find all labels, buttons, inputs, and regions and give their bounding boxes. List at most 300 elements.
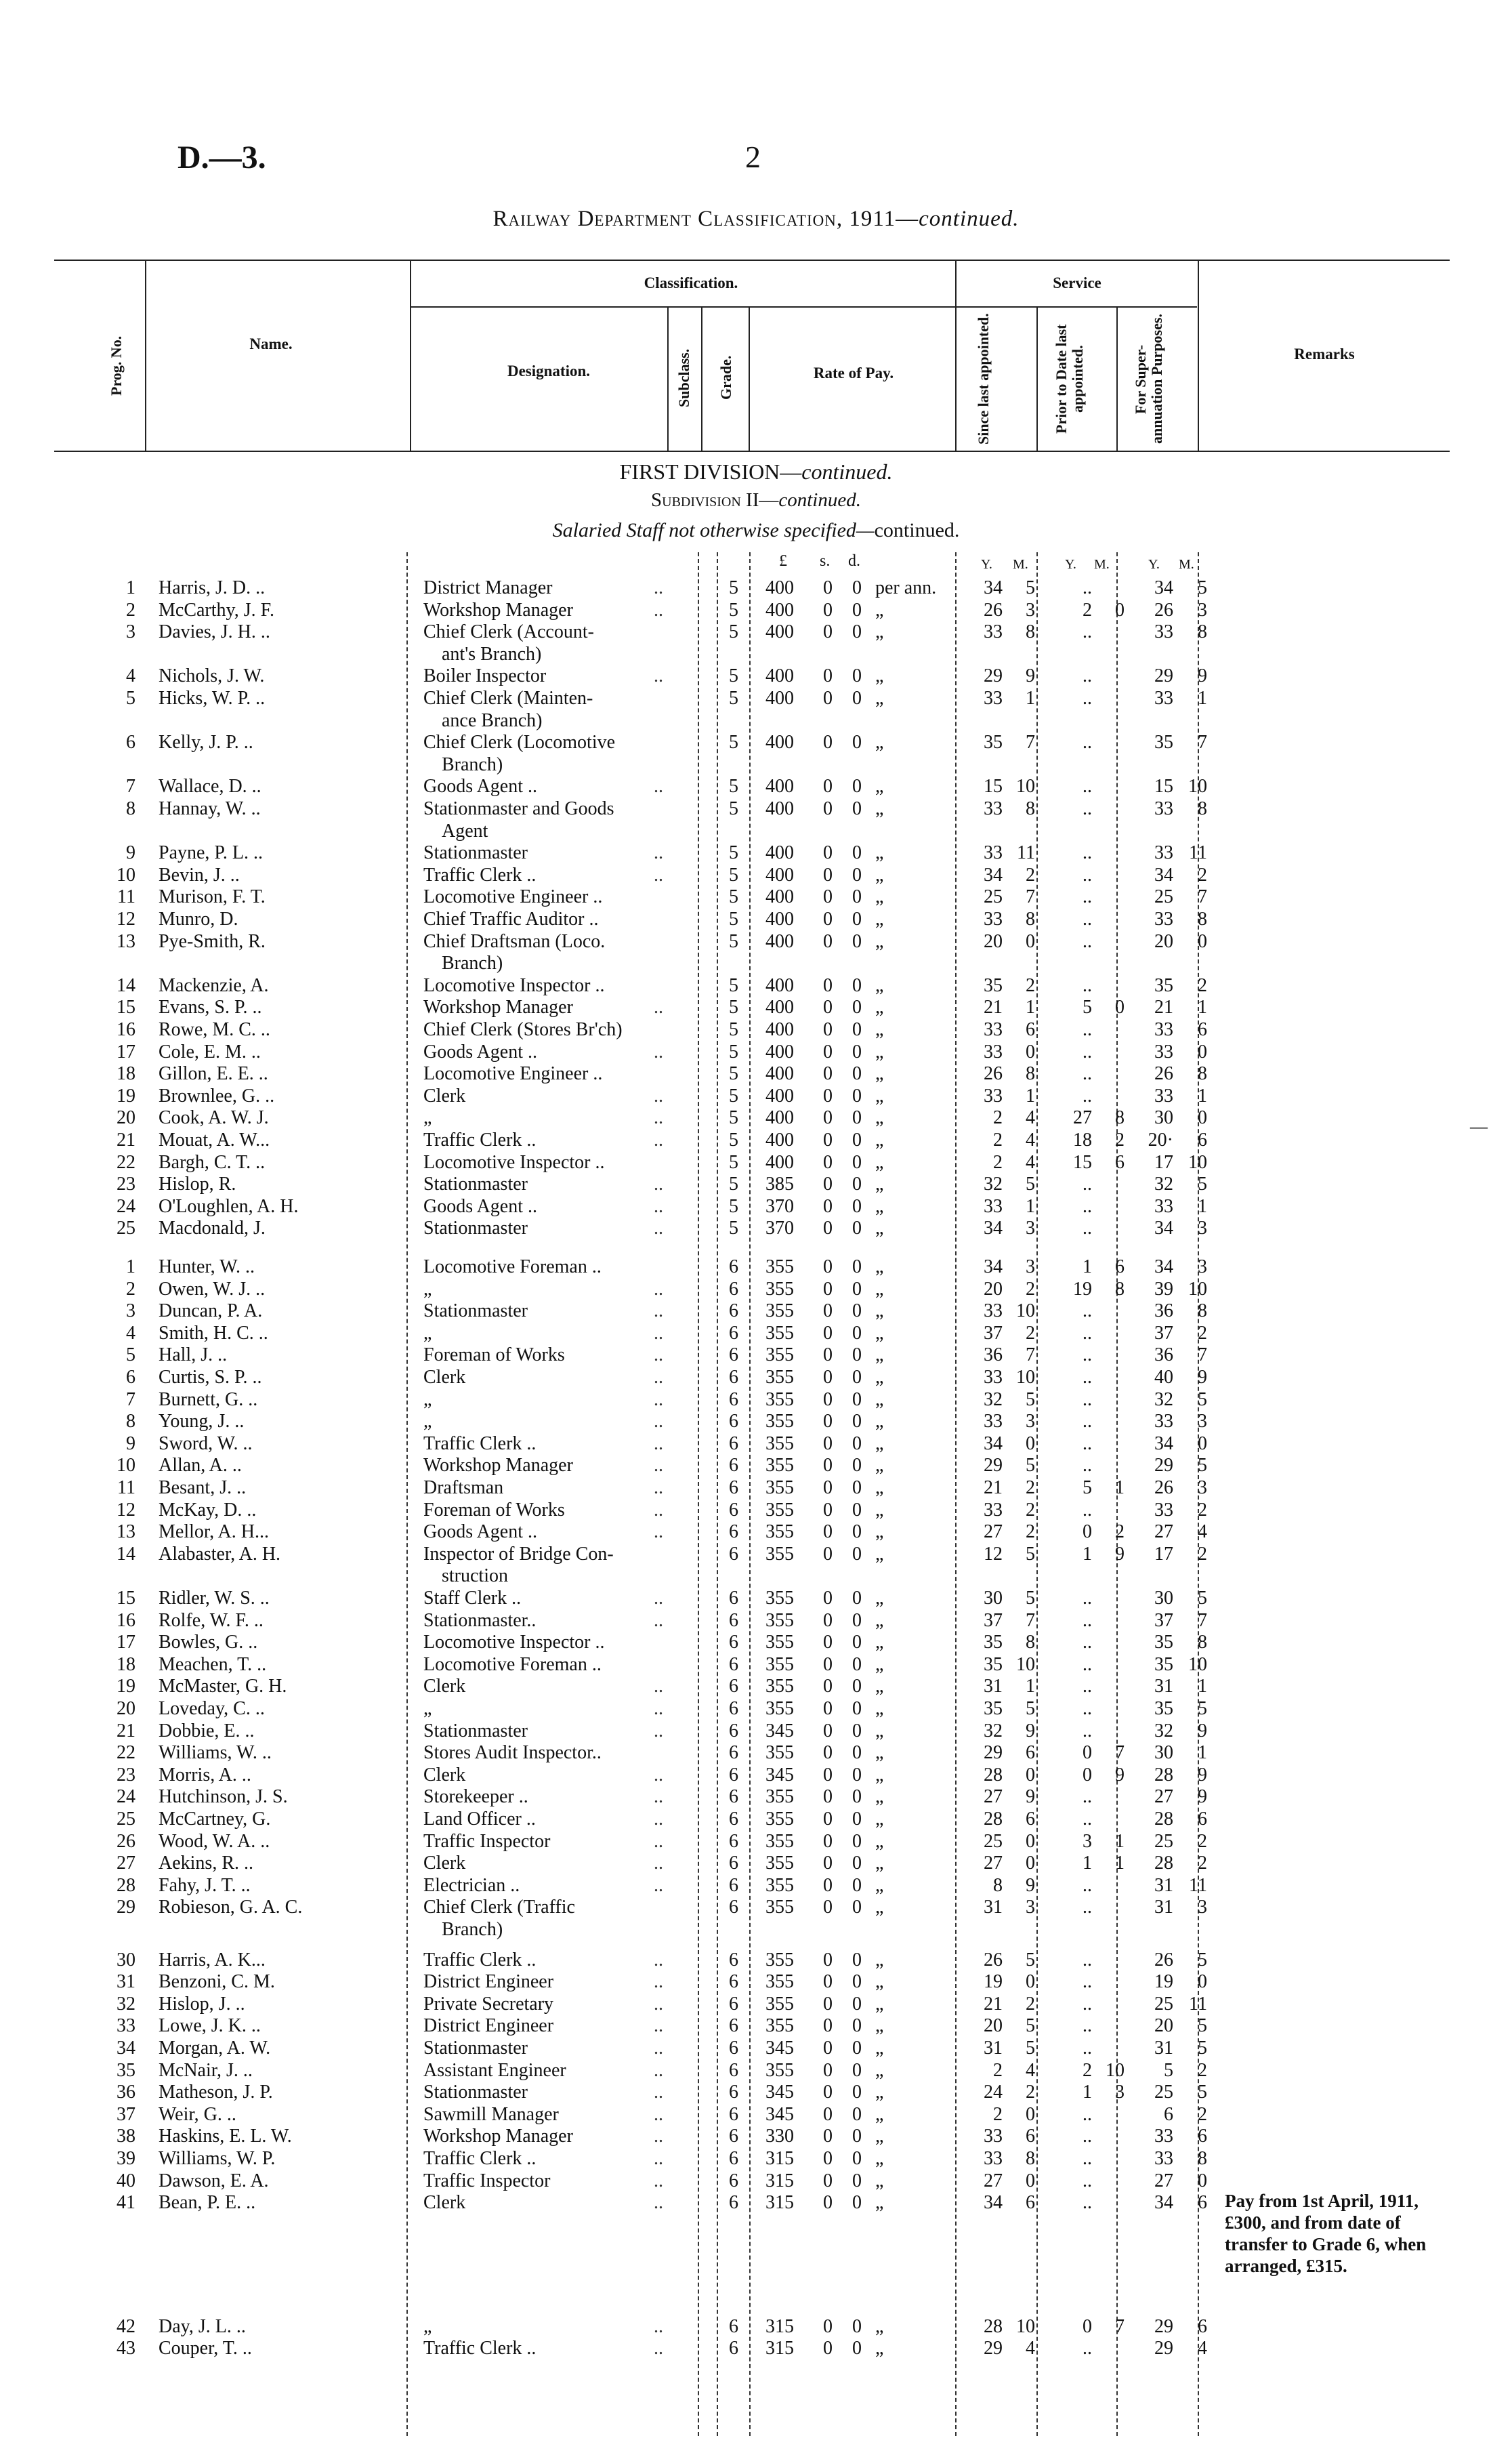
pay-pence: 0 [852,1041,862,1062]
since-months: 5 [1026,577,1035,598]
pay-shillings: 0 [823,1063,833,1085]
pay-pence: 0 [852,2192,862,2214]
unit-year-3: Y. [1148,557,1160,572]
grade: 6 [729,1830,738,1852]
pay-pence: 0 [852,886,862,908]
pay-pence: 0 [852,1676,862,1697]
super-months: 6 [1198,1019,1207,1040]
prior-months: 9 [1115,1764,1125,1785]
pay-pence: 0 [852,1455,862,1477]
since-years: 28 [984,1809,1003,1830]
grade: 6 [729,2082,738,2103]
since-years: 20 [984,1278,1003,1300]
since-years: 31 [984,1676,1003,1697]
leader-dots: .. [654,1809,663,1830]
since-years: 2 [993,2059,1003,2081]
super-years: 33 [1154,1499,1173,1521]
designation: Draftsman [423,1477,504,1498]
prior-years: .. [1083,1499,1092,1521]
pay-period: „ [875,974,884,996]
super-months: 7 [1198,732,1207,753]
since-months: 6 [1026,2126,1035,2147]
table-row [0,1279,1512,1300]
since-years: 27 [984,1853,1003,1874]
staff-name: Alabaster, A. H. [159,1543,281,1565]
pay-pence: 0 [852,2015,862,2037]
super-years: 35 [1154,1653,1173,1675]
pay-pounds: 355 [765,1830,794,1852]
pay-pence: 0 [852,1971,862,1993]
table-row-continuation [0,754,1512,776]
grade: 6 [729,1786,738,1808]
pay-pounds: 355 [765,1411,794,1432]
table-row [0,1632,1512,1653]
table-row [0,1897,1512,1918]
since-years: 33 [984,1367,1003,1388]
table-row [0,1218,1512,1239]
prog-no: 3 [126,621,135,643]
super-months: 8 [1198,1300,1207,1322]
prior-years: .. [1083,798,1092,819]
leader-dots: .. [654,1993,663,2015]
staff-name: O'Loughlen, A. H. [159,1195,299,1217]
col-divider [410,260,411,451]
staff-name: Matheson, J. P. [159,2082,273,2103]
super-years: 31 [1154,1897,1173,1918]
pay-pounds: 355 [765,1521,794,1543]
pay-period: „ [875,1720,884,1741]
staff-name: Couper, T. .. [159,2338,252,2359]
pay-shillings: 0 [823,2015,833,2037]
super-years: 27 [1154,2170,1173,2191]
table-row [0,909,1512,930]
since-months: 0 [1026,930,1035,952]
designation: Locomotive Engineer .. [423,1063,603,1085]
pay-pence: 0 [852,1411,862,1432]
division-title: FIRST DIVISION—continued. [619,459,893,484]
pay-pence: 0 [852,1218,862,1239]
pay-period: „ [875,1019,884,1040]
prog-no: 27 [117,1853,135,1874]
since-years: 31 [984,2038,1003,2059]
pay-pounds: 355 [765,1588,794,1609]
super-months: 10 [1188,1151,1207,1173]
table-row [0,1344,1512,1366]
super-years: 29 [1154,2338,1173,2359]
pay-period: „ [875,1499,884,1521]
col-divider [749,306,750,451]
since-years: 29 [984,1455,1003,1477]
super-months: 1 [1198,1085,1207,1107]
table-row [0,2338,1512,2359]
page-title: Railway Department Classification, 1911—continued. [492,207,1020,231]
staff-name: Ridler, W. S. .. [159,1588,270,1609]
designation: Stores Audit Inspector.. [423,1742,602,1764]
pay-pounds: 355 [765,1455,794,1477]
pay-period: „ [875,1130,884,1151]
col-divider [1198,260,1199,451]
staff-name: Meachen, T. .. [159,1653,267,1675]
grade: 6 [729,1632,738,1653]
pay-shillings: 0 [823,2038,833,2059]
name-header: Name. [249,335,293,352]
designation: Stationmaster [423,842,528,864]
pay-pounds: 330 [765,2126,794,2147]
prior-months: 7 [1115,1742,1125,1764]
super-months: 1 [1198,688,1207,709]
leader-dots: .. [654,1455,663,1477]
super-months: 5 [1198,2038,1207,2059]
leader-dots: .. [654,577,663,598]
prior-years: 1 [1083,1543,1092,1565]
staff-name: Cook, A. W. J. [159,1107,269,1129]
pay-pounds: 400 [765,1107,794,1129]
super-years: 33 [1154,1041,1173,1062]
prior-years: .. [1083,1971,1092,1993]
prior-years: .. [1083,1809,1092,1830]
table-top-rule [54,260,1450,261]
since-years: 20 [984,2015,1003,2037]
staff-name: Day, J. L. .. [159,2315,246,2337]
pay-pence: 0 [852,2338,862,2359]
pay-shillings: 0 [823,2059,833,2081]
pay-period: „ [875,2103,884,2125]
since-years: 2 [993,1107,1003,1129]
table-row [0,2148,1512,2170]
designation: Sawmill Manager [423,2103,559,2125]
staff-name: Harris, J. D. .. [159,577,266,598]
unit-shilling: s. [820,552,831,570]
document-code: D.—3. [177,140,266,176]
super-years: 32 [1154,1388,1173,1410]
since-years: 19 [984,1971,1003,1993]
prior-years: 5 [1083,997,1092,1018]
prog-no: 9 [126,842,135,864]
leader-dots: .. [654,997,663,1018]
super-years: 28 [1154,1809,1173,1830]
staff-name: Bean, P. E. .. [159,2192,256,2214]
staff-name: Hall, J. .. [159,1344,228,1366]
staff-name: Hannay, W. .. [159,798,261,819]
super-years: 33 [1154,1019,1173,1040]
table-row [0,997,1512,1018]
super-years: 31 [1154,1676,1173,1697]
staff-name: McCarthy, J. F. [159,599,274,621]
staff-name: Benzoni, C. M. [159,1971,275,1993]
table-row [0,931,1512,953]
since-years: 2 [993,1130,1003,1151]
designation-continued: Branch) [442,753,503,775]
designation: Workshop Manager [423,997,573,1018]
prog-no: 14 [117,974,135,996]
pay-period: „ [875,886,884,908]
pay-shillings: 0 [823,1085,833,1107]
super-years: 34 [1154,1432,1173,1454]
leader-dots: .. [654,1477,663,1498]
pay-pounds: 400 [765,1041,794,1062]
designation: Clerk [423,1853,466,1874]
since-years: 21 [984,997,1003,1018]
designation: Chief Clerk (Account- [423,621,594,643]
prior-months: 6 [1115,1151,1125,1173]
prior-years: .. [1083,1388,1092,1410]
grade: 6 [729,1897,738,1918]
since-years: 32 [984,1720,1003,1741]
pay-pounds: 355 [765,2059,794,2081]
col-divider [1036,306,1038,451]
table-row [0,798,1512,820]
pay-period: „ [875,1367,884,1388]
pay-pence: 0 [852,1367,862,1388]
super-years: 36 [1154,1300,1173,1322]
pay-pounds: 355 [765,1300,794,1322]
super-years: 31 [1154,2038,1173,2059]
staff-name: McCartney, G. [159,1809,271,1830]
staff-name: Fahy, J. T. .. [159,1874,251,1896]
since-months: 2 [1026,1322,1035,1344]
table-row [0,1610,1512,1632]
staff-name: Bevin, J. .. [159,864,240,886]
leader-dots: .. [654,1174,663,1195]
super-years: 33 [1154,1411,1173,1432]
pay-pence: 0 [852,1720,862,1741]
pay-pounds: 355 [765,1388,794,1410]
staff-name: Wood, W. A. .. [159,1830,270,1852]
since-years: 2 [993,1151,1003,1173]
col-divider [1116,306,1118,451]
grade: 6 [729,2192,738,2214]
pay-pounds: 355 [765,1322,794,1344]
pay-pounds: 400 [765,688,794,709]
designation: Locomotive Foreman .. [423,1256,602,1277]
staff-name: Besant, J. .. [159,1477,247,1498]
since-months: 2 [1026,1521,1035,1543]
staff-name: Evans, S. P. .. [159,997,262,1018]
designation: Workshop Manager [423,1455,573,1477]
super-months: 10 [1188,1278,1207,1300]
pay-shillings: 0 [823,1971,833,1993]
unit-month-3: M. [1179,557,1194,572]
since-years: 34 [984,1256,1003,1277]
since-years: 29 [984,2338,1003,2359]
prior-months: 2 [1115,1521,1125,1543]
pay-shillings: 0 [823,1993,833,2015]
pay-pence: 0 [852,599,862,621]
prog-no: 20 [117,1107,135,1129]
grade: 5 [729,1151,738,1173]
table-row [0,1764,1512,1786]
pay-pounds: 400 [765,798,794,819]
pay-shillings: 0 [823,1218,833,1239]
prior-years: .. [1083,1218,1092,1239]
designation: Private Secretary [423,1993,554,2015]
pay-shillings: 0 [823,1742,833,1764]
designation: Chief Clerk (Stores Br'ch) [423,1019,623,1040]
unit-month-2: M. [1094,557,1110,572]
super-months: 8 [1198,1063,1207,1085]
super-months: 3 [1198,599,1207,621]
designation: Electrician .. [423,1874,520,1896]
super-months: 2 [1198,2103,1207,2125]
pay-pence: 0 [852,1477,862,1498]
since-years: 34 [984,864,1003,886]
leader-dots: .. [654,1853,663,1874]
pay-shillings: 0 [823,1764,833,1785]
table-row [0,1367,1512,1388]
staff-name: Curtis, S. P. .. [159,1367,262,1388]
pay-pounds: 355 [765,1344,794,1366]
pay-pence: 0 [852,2038,862,2059]
pay-shillings: 0 [823,1853,833,1874]
super-years: 40 [1154,1367,1173,1388]
pay-pounds: 315 [765,2338,794,2359]
designation: Traffic Inspector [423,2170,551,2191]
super-months: 0 [1198,930,1207,952]
pay-period: „ [875,1853,884,1874]
pay-period: „ [875,1256,884,1277]
prior-months: 1 [1115,1830,1125,1852]
pay-shillings: 0 [823,577,833,598]
grade: 5 [729,1063,738,1085]
designation: Chief Traffic Auditor .. [423,909,599,930]
super-months: 3 [1198,1218,1207,1239]
pay-pence: 0 [852,2315,862,2337]
prior-years: .. [1083,1609,1092,1631]
super-years: 35 [1154,1632,1173,1653]
pay-pounds: 355 [765,1971,794,1993]
since-months: 0 [1026,1830,1035,1852]
grade: 5 [729,864,738,886]
prog-no: 12 [117,1499,135,1521]
super-months: 3 [1198,1897,1207,1918]
since-months: 2 [1026,864,1035,886]
prior-years: .. [1083,665,1092,687]
remarks-header: Remarks [1294,346,1355,363]
grade: 5 [729,909,738,930]
prog-no: 4 [126,665,135,687]
prog-no: 15 [117,997,135,1018]
since-months: 2 [1026,1278,1035,1300]
unit-month-1: M. [1013,557,1028,572]
prior-years: .. [1083,1786,1092,1808]
super-months: 3 [1198,1256,1207,1277]
rate-of-pay-header: Rate of Pay. [813,365,894,381]
prior-years: 0 [1083,1764,1092,1785]
grade: 6 [729,1971,738,1993]
pay-shillings: 0 [823,1367,833,1388]
for-super-header: For Super-annuation Purposes. [1132,314,1165,445]
prog-no: 23 [117,1764,135,1785]
leader-dots: .. [654,2126,663,2147]
table-row [0,1698,1512,1720]
prog-no: 41 [117,2192,135,2214]
leader-dots: .. [654,1521,663,1543]
since-months: 4 [1026,1130,1035,1151]
pay-pounds: 400 [765,577,794,598]
since-months: 1 [1026,1676,1035,1697]
since-months: 10 [1016,1653,1035,1675]
grade: 6 [729,2315,738,2337]
prior-years: .. [1083,1411,1092,1432]
grade: 5 [729,621,738,643]
table-row [0,2060,1512,2082]
since-months: 3 [1026,1256,1035,1277]
staff-name: Rolfe, W. F. .. [159,1609,264,1631]
super-months: 2 [1198,1322,1207,1344]
since-months: 11 [1017,842,1035,864]
grade: 5 [729,732,738,753]
prog-no: 4 [126,1322,135,1344]
super-years: 21 [1154,997,1173,1018]
prog-no: 39 [117,2148,135,2169]
prior-years: .. [1083,1432,1092,1454]
super-months: 11 [1189,1874,1207,1896]
pay-pounds: 315 [765,2315,794,2337]
table-row [0,1720,1512,1742]
staff-name: Loveday, C. .. [159,1698,265,1719]
designation: Foreman of Works [423,1344,565,1366]
designation: Foreman of Works [423,1499,565,1521]
table-row [0,1063,1512,1085]
table-row [0,1588,1512,1609]
prior-years: .. [1083,2192,1092,2214]
table-row [0,2104,1512,2126]
prog-no: 33 [117,2015,135,2037]
super-years: 32 [1154,1720,1173,1741]
super-years: 19 [1154,1971,1173,1993]
since-months: 4 [1026,1107,1035,1129]
pay-pounds: 355 [765,2015,794,2037]
super-months: 2 [1198,1499,1207,1521]
since-months: 2 [1026,1993,1035,2015]
pay-pounds: 400 [765,997,794,1018]
since-months: 4 [1026,2338,1035,2359]
leader-dots: .. [654,1676,663,1697]
super-years: 34 [1154,1256,1173,1277]
grade: 5 [729,1041,738,1062]
leader-dots: .. [654,1720,663,1741]
unit-pound: £ [779,552,787,570]
leader-dots: .. [654,1698,663,1719]
pay-pounds: 355 [765,1742,794,1764]
pay-pence: 0 [852,2148,862,2169]
prior-years: .. [1083,1949,1092,1970]
table-row [0,1521,1512,1543]
prior-years: .. [1083,1676,1092,1697]
pay-pounds: 400 [765,1151,794,1173]
staff-name: Owen, W. J. .. [159,1278,266,1300]
pay-pounds: 345 [765,1764,794,1785]
pay-pence: 0 [852,1432,862,1454]
table-row [0,1742,1512,1764]
designation: Stationmaster [423,1174,528,1195]
pay-period: „ [875,1949,884,1970]
super-years: 33 [1154,621,1173,643]
since-years: 33 [984,798,1003,819]
designation: Chief Clerk (Traffic [423,1897,575,1918]
grade: 6 [729,1720,738,1741]
designation: Chief Clerk (Locomotive [423,732,616,753]
grade: 6 [729,1993,738,2015]
pay-period: „ [875,1388,884,1410]
super-years: 26 [1154,1477,1173,1498]
designation: Clerk [423,1367,466,1388]
pay-period: „ [875,1676,884,1697]
since-years: 26 [984,1063,1003,1085]
pay-pounds: 345 [765,2082,794,2103]
leader-dots: .. [654,1130,663,1151]
prog-no: 29 [117,1897,135,1918]
